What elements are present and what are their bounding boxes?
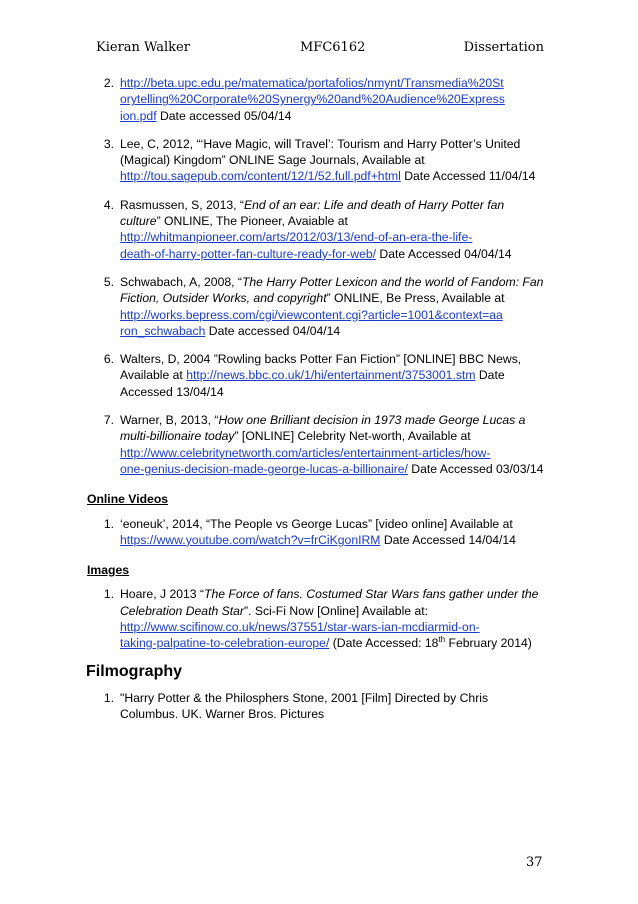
reference-title: The Force of fans. Costumed Star Wars fans gather under the Celebration Death Star (120, 587, 539, 618)
reference-source: ” ONLINE, The Pioneer, Avaiable at (156, 214, 348, 229)
page-number: 37 (526, 855, 543, 870)
reference-source: ” ONLINE, Be Press, Available at (326, 291, 505, 306)
reference-text: Walters, D, 2004 ”Rowling backs Potter Fan Fiction” [ONLINE] BBC News, Available at (120, 352, 522, 383)
reference-author: Rasmussen, S, 2013, “ (120, 197, 244, 212)
date-accessed: Date Accessed 14/04/14 (380, 532, 516, 547)
reference-link[interactable]: http://news.bbc.co.uk/1/hi/entertainment/3753001.stm (186, 368, 476, 383)
item-number: 4 . (96, 197, 114, 213)
section-heading-filmography: Filmography (86, 662, 183, 680)
header-author: Kieran Walker (96, 40, 190, 55)
reference-source: ”. Sci-Fi Now [Online] Available at: (243, 603, 428, 618)
reference-link[interactable]: http://whitmanpioneer.com/arts/2012/03/13/end-of-an-era-the-life- death-of-harry-potter-fan-culture-ready-for-web/ (120, 230, 473, 261)
header-doc-type: Dissertation (463, 40, 544, 55)
date-accessed: Date accessed 05/04/14 (156, 108, 292, 123)
item-number: 2 . (96, 75, 114, 91)
item-number: 7 . (96, 412, 114, 428)
reference-title: End of an ear: Life and death of Harry Potter fan culture (120, 197, 505, 229)
reference-author: Schwabach, A, 2008, “ (120, 274, 242, 289)
date-accessed: Date Accessed 03/03/14 (407, 461, 544, 476)
item-number: 1 . (96, 690, 114, 706)
item-number: 3 . (96, 136, 114, 152)
bibliography-body (86, 75, 548, 735)
reference-title: How one Brilliant decision in 1973 made George Lucas a multi-billionaire today (120, 413, 526, 444)
date-accessed: Date Accessed 04/04/14 (376, 246, 512, 261)
section-heading-images: Images (87, 563, 130, 578)
date-accessed: Date Accessed 13/04/14 (120, 368, 505, 399)
reference-text: "Harry Potter & the Philosphers Stone, 2001 [Film] Directed by Chris Columbus. UK. Warner Bros. Pictures (120, 690, 489, 722)
date-accessed: Date accessed 04/04/14 (205, 323, 341, 338)
reference-link[interactable]: http://works.bepress.com/cgi/viewcontent.cgi?article=1001&context=aa ron_schwabach (120, 307, 503, 338)
item-number: 1 . (96, 586, 114, 602)
header-module-code: MFC6162 (300, 40, 366, 55)
item-number: 6 . (96, 351, 114, 367)
reference-link[interactable]: https://www.youtube.com/watch?v=frCiKgonIRM (120, 532, 381, 547)
date-accessed: Date Accessed 11/04/14 (400, 169, 536, 184)
item-number: 5 . (96, 274, 114, 290)
reference-link[interactable]: http://tou.sagepub.com/content/12/1/52.full.pdf+html (120, 169, 401, 184)
reference-item (96, 586, 548, 651)
item-number: 1 . (96, 516, 114, 532)
reference-author: Warner, B, 2013, “ (120, 413, 219, 428)
reference-source: ” [ONLINE] Celebrity Net-worth, Available at (234, 429, 471, 444)
reference-item (96, 197, 548, 262)
date-accessed: (Date Accessed: 18th February 2014) (329, 635, 532, 651)
reference-link[interactable]: http://www.celebritynetworth.com/articles/entertainment-articles/how- one-genius-decision-made-george-lucas-a-billionaire/ (120, 445, 491, 476)
reference-item (96, 75, 548, 124)
reference-item (96, 516, 548, 549)
reference-text: ‘eoneuk’, 2014, “The People vs George Lucas” [video online] Available at (120, 516, 513, 531)
section-heading-online-videos: Online Videos (87, 492, 169, 507)
reference-item (96, 274, 548, 339)
reference-link[interactable]: http://beta.upc.edu.pe/matematica/portafolios/nmynt/Transmedia%20St orytelling%20Corporate%20Synergy%20and%20Audience%20Express ion.pdf (120, 76, 505, 123)
reference-item (96, 351, 548, 400)
reference-title: The Harry Potter Lexicon and the world of Fandom: Fan Fiction, Outsider Works, and copyright (120, 274, 544, 306)
reference-text: Lee, C, 2012, “‘Have Magic, will Travel’: Tourism and Harry Potter’s United (Magical) Kingdom” ONLINE Sage Journals, Available at (120, 136, 521, 168)
reference-author: Hoare, J 2013 “ (120, 587, 205, 602)
reference-item (96, 412, 548, 477)
reference-link[interactable]: http://www.scifinow.co.uk/news/37551/star-wars-ian-mcdiarmid-on- taking-palpatine-to-celebration-europe/ (120, 620, 480, 651)
reference-item (96, 136, 548, 185)
reference-item (96, 690, 548, 723)
